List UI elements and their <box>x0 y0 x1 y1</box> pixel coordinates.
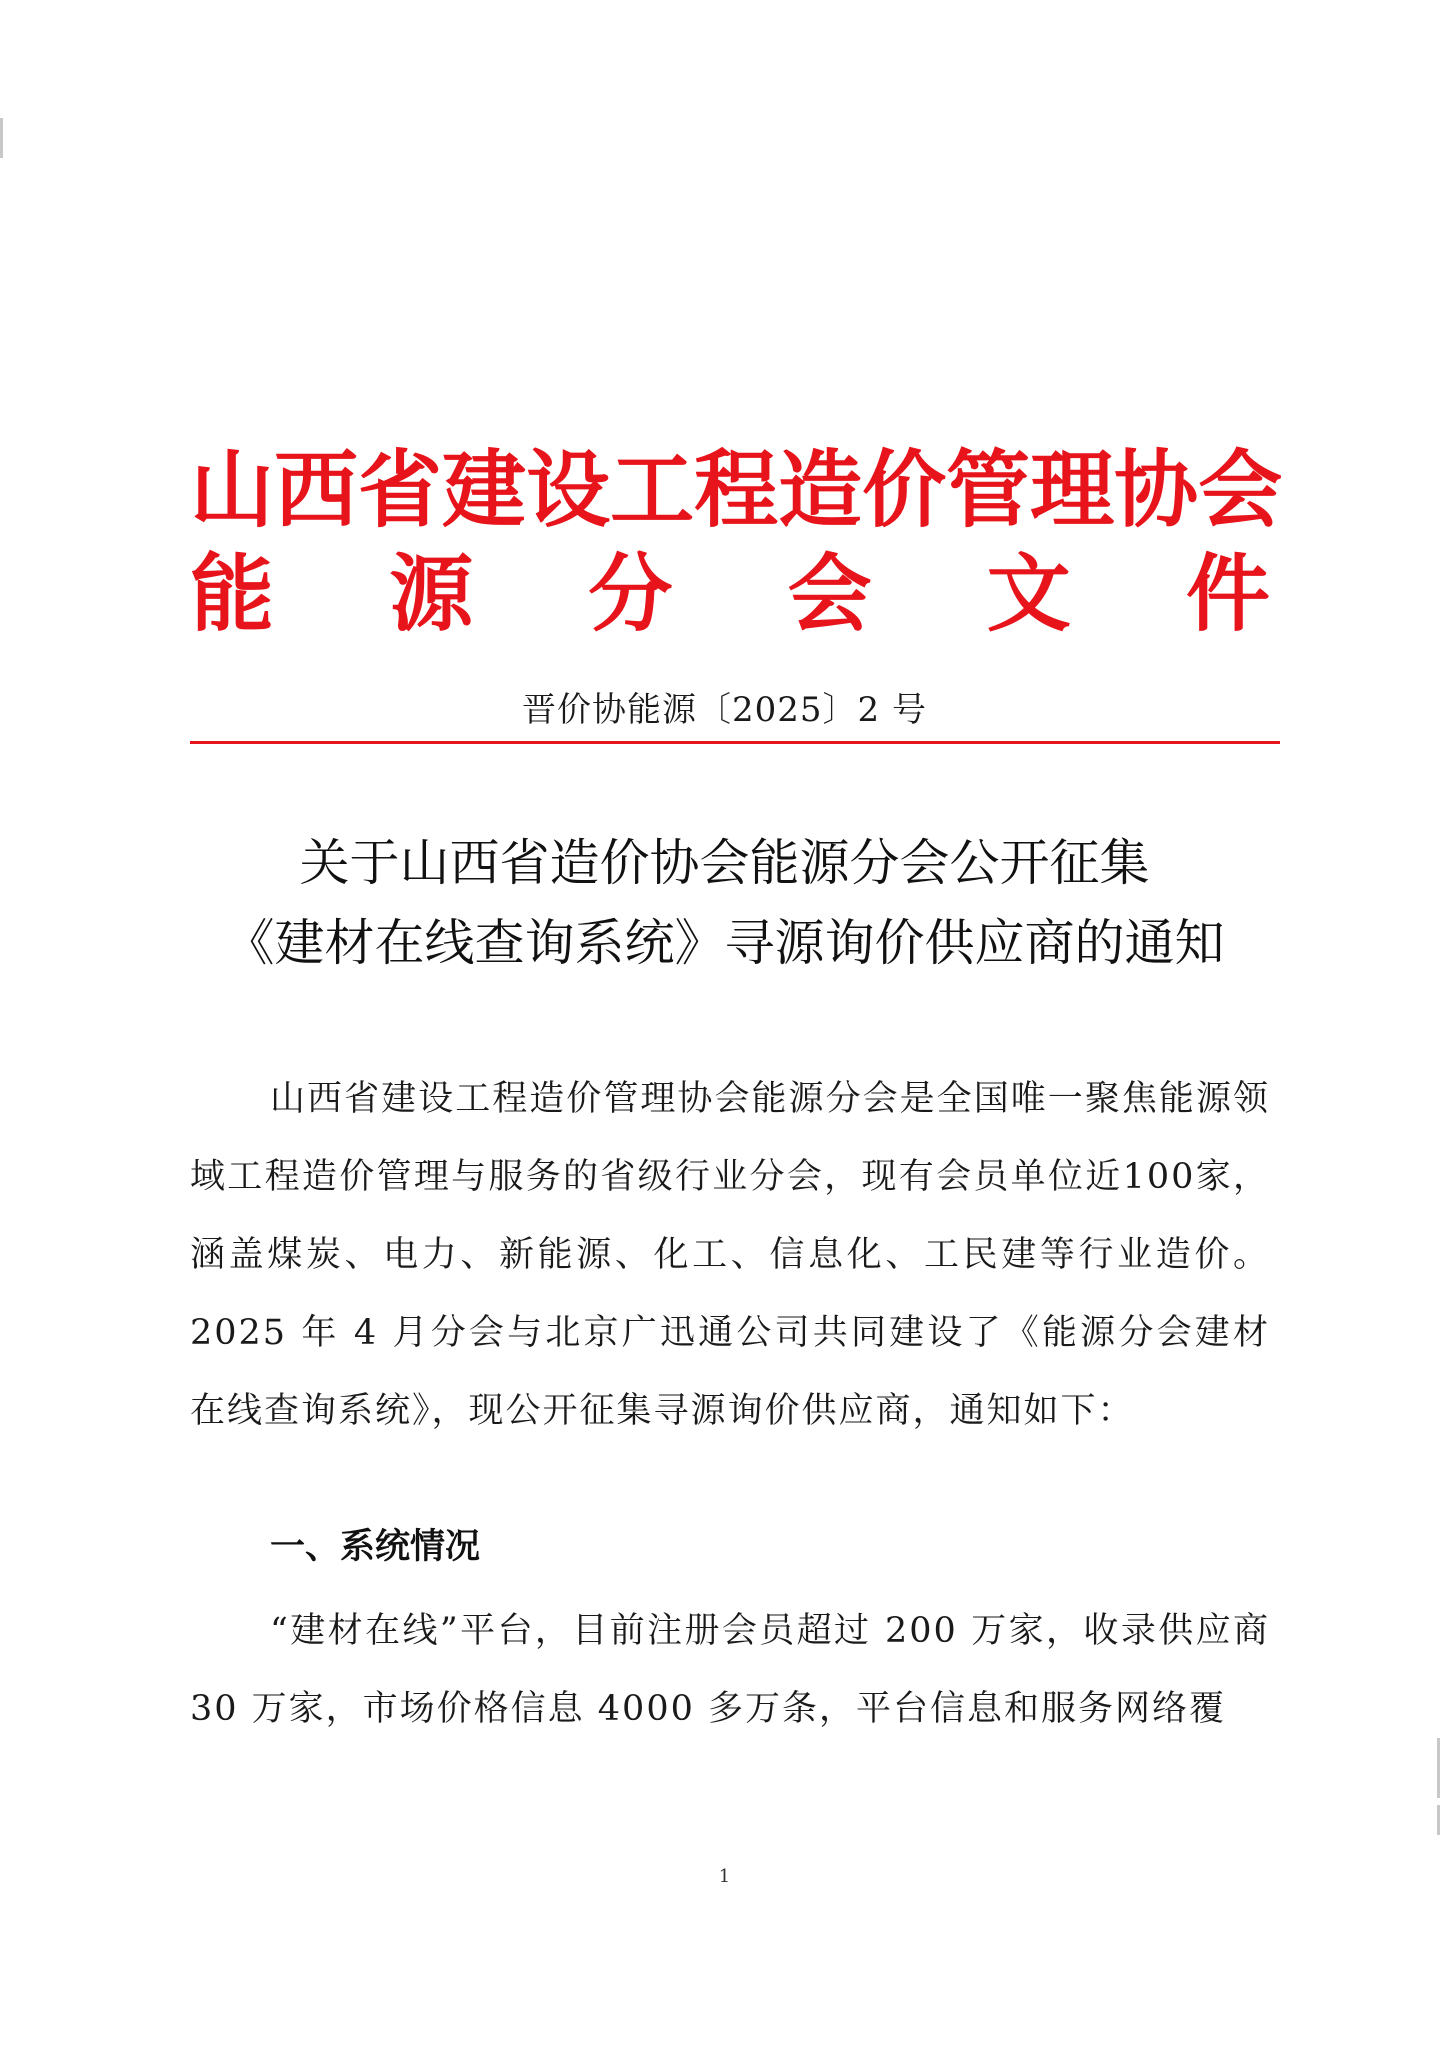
issuer-line-2-char: 源 <box>389 545 474 643</box>
scan-artifact <box>1437 1738 1440 1798</box>
issuer-line-1-char: 建 <box>442 441 527 539</box>
issuer-line-1-char: 管 <box>946 441 1031 539</box>
issuer-line-1-char: 设 <box>526 441 611 539</box>
issuer-line-1-char: 价 <box>862 441 947 539</box>
issuer-line-1-char: 造 <box>778 441 863 539</box>
body-paragraph-intro: 山西省建设工程造价管理协会能源分会是全国唯一聚焦能源领域工程造价管理与服务的省级行业分会，现有会员单位近100家，涵盖煤炭、电力、新能源、化工、信息化、工民建等行业造价。2025 年 4 月分会与北京广迅通公司共同建设了《能源分会建材在线查询系统》，现公开征集寻源询价供应商，通知如下： <box>190 1079 1270 1431</box>
issuer-line-2-char: 分 <box>588 545 673 643</box>
notice-title-line-1: 关于山西省造价协会能源分会公开征集 <box>299 834 1150 892</box>
issuer-name-line-2 <box>190 545 1270 643</box>
issuer-line-2-char: 能 <box>190 545 275 643</box>
issuer-line-2-char: 会 <box>787 545 872 643</box>
issuer-line-2-char: 件 <box>1185 545 1270 643</box>
section-heading-system-overview: 一、系统情况 <box>270 1527 481 1567</box>
issuer-line-1-char: 理 <box>1030 441 1115 539</box>
page-number: 1 <box>718 1866 731 1887</box>
scan-artifact <box>1437 1805 1440 1835</box>
red-separator-rule <box>190 741 1280 744</box>
scan-artifact <box>0 118 3 158</box>
body-paragraph-system-overview: “建材在线”平台，目前注册会员超过 200 万家，收录供应商 30 万家，市场价格信息 4000 多万条，平台信息和服务网络覆 <box>190 1611 1270 1729</box>
issuer-line-1-char: 协 <box>1114 441 1199 539</box>
issuer-line-1-char: 程 <box>694 441 779 539</box>
issuer-line-1-char: 省 <box>358 441 443 539</box>
issuer-line-1-char: 西 <box>274 441 359 539</box>
issuer-line-1-char: 山 <box>190 441 275 539</box>
issuer-line-1-char: 会 <box>1198 441 1283 539</box>
issuer-line-2-char: 文 <box>986 545 1071 643</box>
issuer-name-line-1 <box>190 441 1283 539</box>
notice-title-line-2: 《建材在线查询系统》寻源询价供应商的通知 <box>224 914 1225 972</box>
issuer-line-1-char: 工 <box>610 441 695 539</box>
document-number: 晋价协能源〔2025〕2 号 <box>522 690 927 730</box>
